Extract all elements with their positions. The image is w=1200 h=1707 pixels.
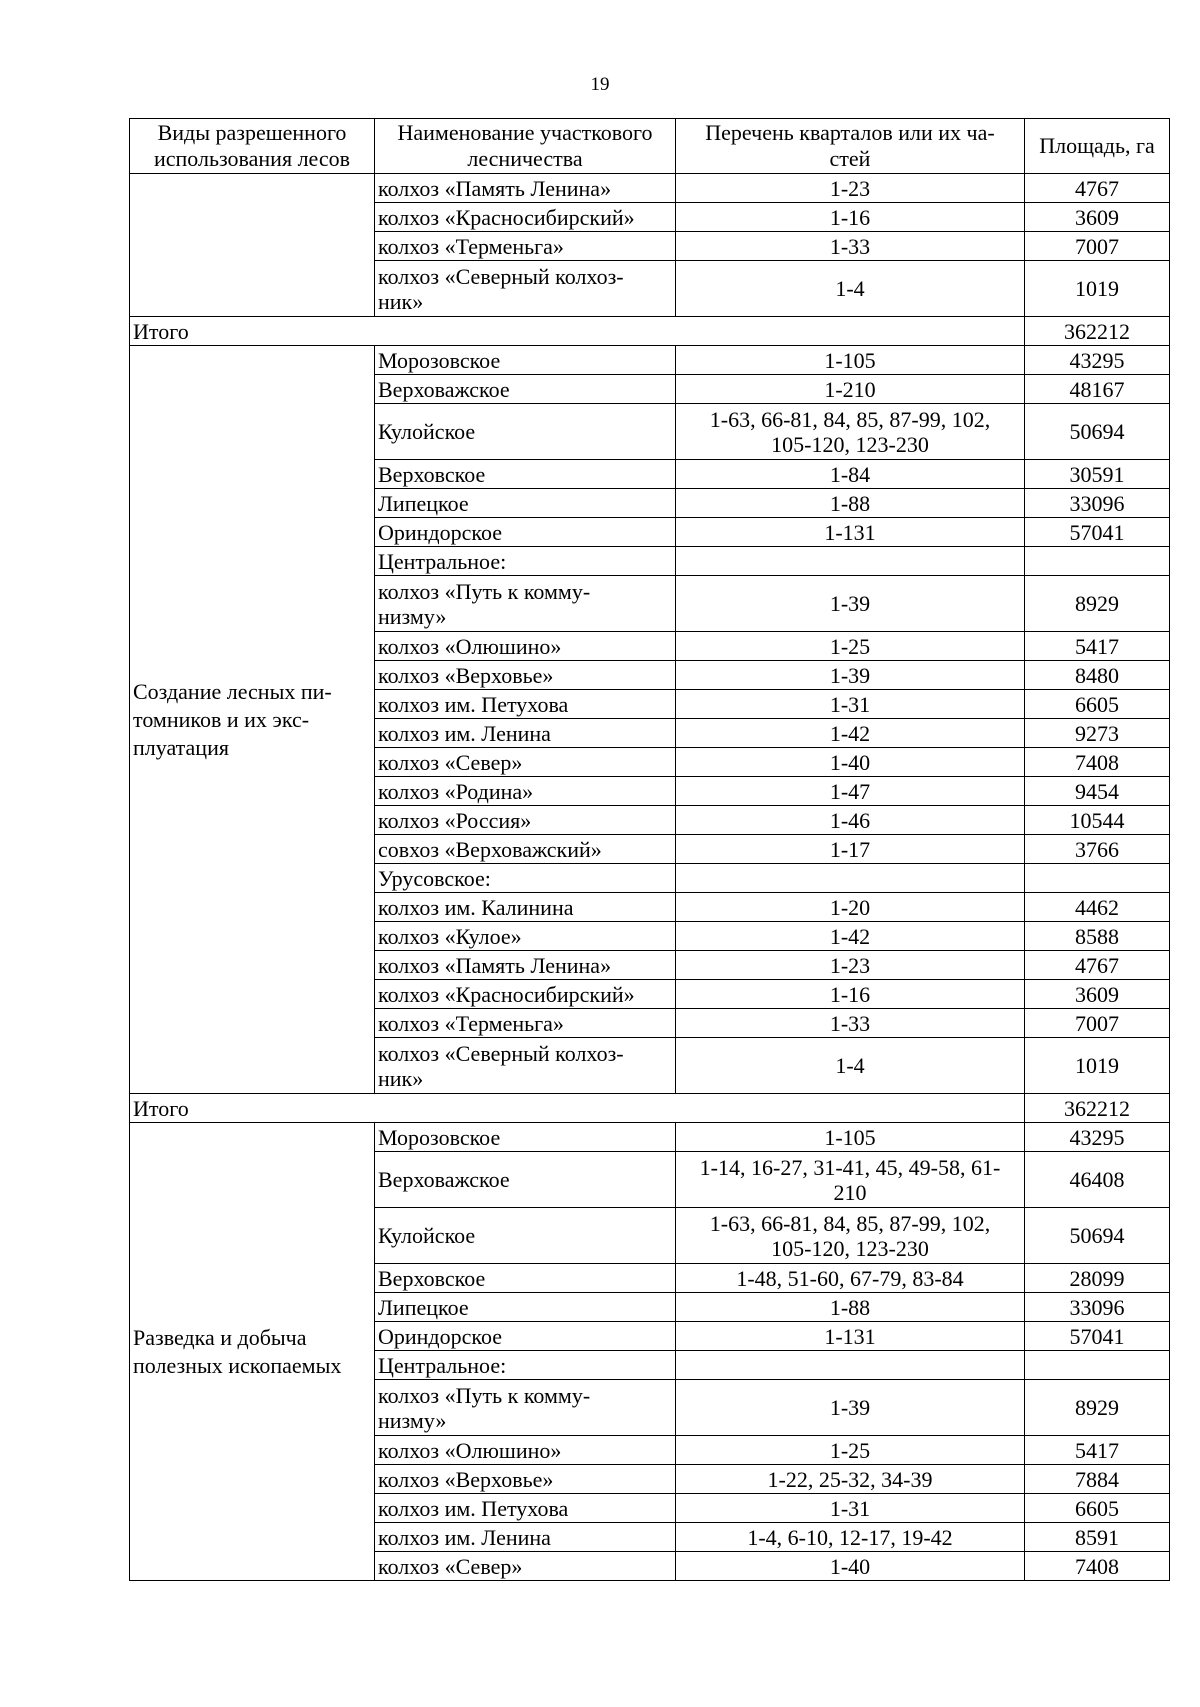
area-cell: 3609	[1025, 203, 1170, 232]
table-header-row	[130, 119, 1170, 174]
quarters-cell: 1-4, 6-10, 12-17, 19-42	[676, 1523, 1025, 1552]
forestry-name-cell: колхоз «Память Ленина»	[375, 174, 676, 203]
forestry-name-cell: колхоз «Память Ленина»	[375, 951, 676, 980]
quarters-cell: 1-4	[676, 261, 1025, 317]
area-cell: 4767	[1025, 174, 1170, 203]
quarters-cell: 1-39	[676, 661, 1025, 690]
header-forestry-name: Наименование участкового лесничества	[375, 119, 676, 174]
forestry-name-cell: колхоз «Север»	[375, 748, 676, 777]
forestry-name-cell: Морозовское	[375, 346, 676, 375]
area-cell: 6605	[1025, 690, 1170, 719]
total-row	[130, 317, 1170, 346]
quarters-cell: 1-88	[676, 1293, 1025, 1322]
forestry-name-cell: колхоз «Терменьга»	[375, 1009, 676, 1038]
area-cell: 7007	[1025, 232, 1170, 261]
forestry-name-cell: Морозовское	[375, 1123, 676, 1152]
area-cell	[1025, 547, 1170, 576]
forestry-name-cell: колхоз им. Ленина	[375, 719, 676, 748]
area-cell: 9273	[1025, 719, 1170, 748]
area-cell: 5417	[1025, 1436, 1170, 1465]
forestry-name-cell: колхоз «Олюшино»	[375, 1436, 676, 1465]
area-cell: 3766	[1025, 835, 1170, 864]
area-cell: 3609	[1025, 980, 1170, 1009]
quarters-cell: 1-48, 51-60, 67-79, 83-84	[676, 1264, 1025, 1293]
area-cell: 8929	[1025, 576, 1170, 632]
area-cell: 1019	[1025, 1038, 1170, 1094]
quarters-cell: 1-25	[676, 1436, 1025, 1465]
area-cell: 9454	[1025, 777, 1170, 806]
total-area: 362212	[1025, 1094, 1170, 1123]
forestry-name-cell: Верховажское	[375, 375, 676, 404]
forestry-name-cell: Центральное:	[375, 1351, 676, 1380]
area-cell: 50694	[1025, 404, 1170, 460]
quarters-cell: 1-42	[676, 922, 1025, 951]
forestry-name-cell: колхоз «Терменьга»	[375, 232, 676, 261]
forestry-name-cell: колхоз «Верховье»	[375, 661, 676, 690]
total-label: Итого	[130, 1094, 1025, 1123]
forestry-name-cell: Урусовское:	[375, 864, 676, 893]
quarters-cell: 1-16	[676, 203, 1025, 232]
quarters-cell: 1-20	[676, 893, 1025, 922]
total-label: Итого	[130, 317, 1025, 346]
area-cell: 33096	[1025, 489, 1170, 518]
area-cell: 30591	[1025, 460, 1170, 489]
quarters-cell	[676, 864, 1025, 893]
area-cell: 50694	[1025, 1208, 1170, 1264]
quarters-cell: 1-33	[676, 232, 1025, 261]
table-row	[130, 1123, 1170, 1152]
quarters-cell: 1-23	[676, 174, 1025, 203]
quarters-cell: 1-47	[676, 777, 1025, 806]
quarters-cell: 1-63, 66-81, 84, 85, 87-99, 102, 105-120, 123-230	[676, 1208, 1025, 1264]
forestry-name-cell: Липецкое	[375, 1293, 676, 1322]
header-quarters: Перечень кварталов или их ча- стей	[676, 119, 1025, 174]
forestry-name-cell: колхоз «Путь к комму- низму»	[375, 576, 676, 632]
quarters-cell: 1-105	[676, 1123, 1025, 1152]
quarters-cell	[676, 1351, 1025, 1380]
quarters-cell: 1-40	[676, 748, 1025, 777]
forestry-name-cell: Верховское	[375, 460, 676, 489]
quarters-cell: 1-17	[676, 835, 1025, 864]
forestry-name-cell: колхоз «Северный колхоз- ник»	[375, 261, 676, 317]
area-cell: 8588	[1025, 922, 1170, 951]
quarters-cell: 1-210	[676, 375, 1025, 404]
quarters-cell: 1-46	[676, 806, 1025, 835]
area-cell: 7408	[1025, 748, 1170, 777]
quarters-cell	[676, 547, 1025, 576]
forestry-name-cell: колхоз им. Петухова	[375, 1494, 676, 1523]
usage-type-cell	[130, 174, 375, 317]
area-cell: 8591	[1025, 1523, 1170, 1552]
page-number: 19	[590, 74, 610, 95]
area-cell: 6605	[1025, 1494, 1170, 1523]
usage-type-cell: Разведка и добыча полезных ископаемых	[130, 1123, 375, 1581]
quarters-cell: 1-131	[676, 1322, 1025, 1351]
forestry-name-cell: колхоз «Красносибирский»	[375, 203, 676, 232]
forestry-name-cell: колхоз «Север»	[375, 1552, 676, 1581]
forestry-name-cell: колхоз «Кулое»	[375, 922, 676, 951]
quarters-cell: 1-131	[676, 518, 1025, 547]
total-row	[130, 1094, 1170, 1123]
forestry-name-cell: колхоз «Родина»	[375, 777, 676, 806]
forestry-name-cell: колхоз им. Ленина	[375, 1523, 676, 1552]
quarters-cell: 1-84	[676, 460, 1025, 489]
quarters-cell: 1-31	[676, 1494, 1025, 1523]
area-cell: 10544	[1025, 806, 1170, 835]
forestry-name-cell: колхоз им. Петухова	[375, 690, 676, 719]
table-row	[130, 346, 1170, 375]
area-cell: 8480	[1025, 661, 1170, 690]
quarters-cell: 1-42	[676, 719, 1025, 748]
forestry-name-cell: Кулойское	[375, 1208, 676, 1264]
total-area: 362212	[1025, 317, 1170, 346]
area-cell: 4767	[1025, 951, 1170, 980]
quarters-cell: 1-16	[676, 980, 1025, 1009]
forestry-name-cell: колхоз «Россия»	[375, 806, 676, 835]
quarters-cell: 1-39	[676, 1380, 1025, 1436]
forestry-name-cell: Верховажское	[375, 1152, 676, 1208]
area-cell: 57041	[1025, 518, 1170, 547]
area-cell: 46408	[1025, 1152, 1170, 1208]
quarters-cell: 1-33	[676, 1009, 1025, 1038]
area-cell: 43295	[1025, 346, 1170, 375]
quarters-cell: 1-22, 25-32, 34-39	[676, 1465, 1025, 1494]
forestry-name-cell: Ориндорское	[375, 1322, 676, 1351]
area-cell	[1025, 864, 1170, 893]
usage-type-cell: Создание лесных пи- томников и их экс- плуатация	[130, 346, 375, 1094]
area-cell: 1019	[1025, 261, 1170, 317]
area-cell: 48167	[1025, 375, 1170, 404]
table-body	[130, 174, 1170, 1581]
area-cell: 7884	[1025, 1465, 1170, 1494]
forestry-name-cell: Липецкое	[375, 489, 676, 518]
quarters-cell: 1-39	[676, 576, 1025, 632]
quarters-cell: 1-40	[676, 1552, 1025, 1581]
area-cell: 8929	[1025, 1380, 1170, 1436]
quarters-cell: 1-14, 16-27, 31-41, 45, 49-58, 61- 210	[676, 1152, 1025, 1208]
quarters-cell: 1-23	[676, 951, 1025, 980]
area-cell: 33096	[1025, 1293, 1170, 1322]
forestry-name-cell: колхоз «Верховье»	[375, 1465, 676, 1494]
quarters-cell: 1-105	[676, 346, 1025, 375]
header-usage-type: Виды разрешенного использования лесов	[130, 119, 375, 174]
quarters-cell: 1-4	[676, 1038, 1025, 1094]
quarters-cell: 1-88	[676, 489, 1025, 518]
forestry-name-cell: Ориндорское	[375, 518, 676, 547]
area-cell: 57041	[1025, 1322, 1170, 1351]
forestry-name-cell: Центральное:	[375, 547, 676, 576]
table-row	[130, 174, 1170, 203]
forestry-name-cell: колхоз «Красносибирский»	[375, 980, 676, 1009]
forestry-name-cell: колхоз «Олюшино»	[375, 632, 676, 661]
forestry-name-cell: колхоз «Северный колхоз- ник»	[375, 1038, 676, 1094]
area-cell: 7408	[1025, 1552, 1170, 1581]
area-cell: 4462	[1025, 893, 1170, 922]
area-cell: 7007	[1025, 1009, 1170, 1038]
area-cell: 28099	[1025, 1264, 1170, 1293]
forestry-name-cell: колхоз им. Калинина	[375, 893, 676, 922]
quarters-cell: 1-63, 66-81, 84, 85, 87-99, 102, 105-120, 123-230	[676, 404, 1025, 460]
quarters-cell: 1-31	[676, 690, 1025, 719]
area-cell: 43295	[1025, 1123, 1170, 1152]
forest-use-table	[129, 118, 1170, 1581]
forestry-name-cell: колхоз «Путь к комму- низму»	[375, 1380, 676, 1436]
forestry-name-cell: совхоз «Верховажский»	[375, 835, 676, 864]
area-cell: 5417	[1025, 632, 1170, 661]
area-cell	[1025, 1351, 1170, 1380]
forestry-name-cell: Кулойское	[375, 404, 676, 460]
header-area: Площадь, га	[1025, 119, 1170, 174]
quarters-cell: 1-25	[676, 632, 1025, 661]
forestry-name-cell: Верховское	[375, 1264, 676, 1293]
